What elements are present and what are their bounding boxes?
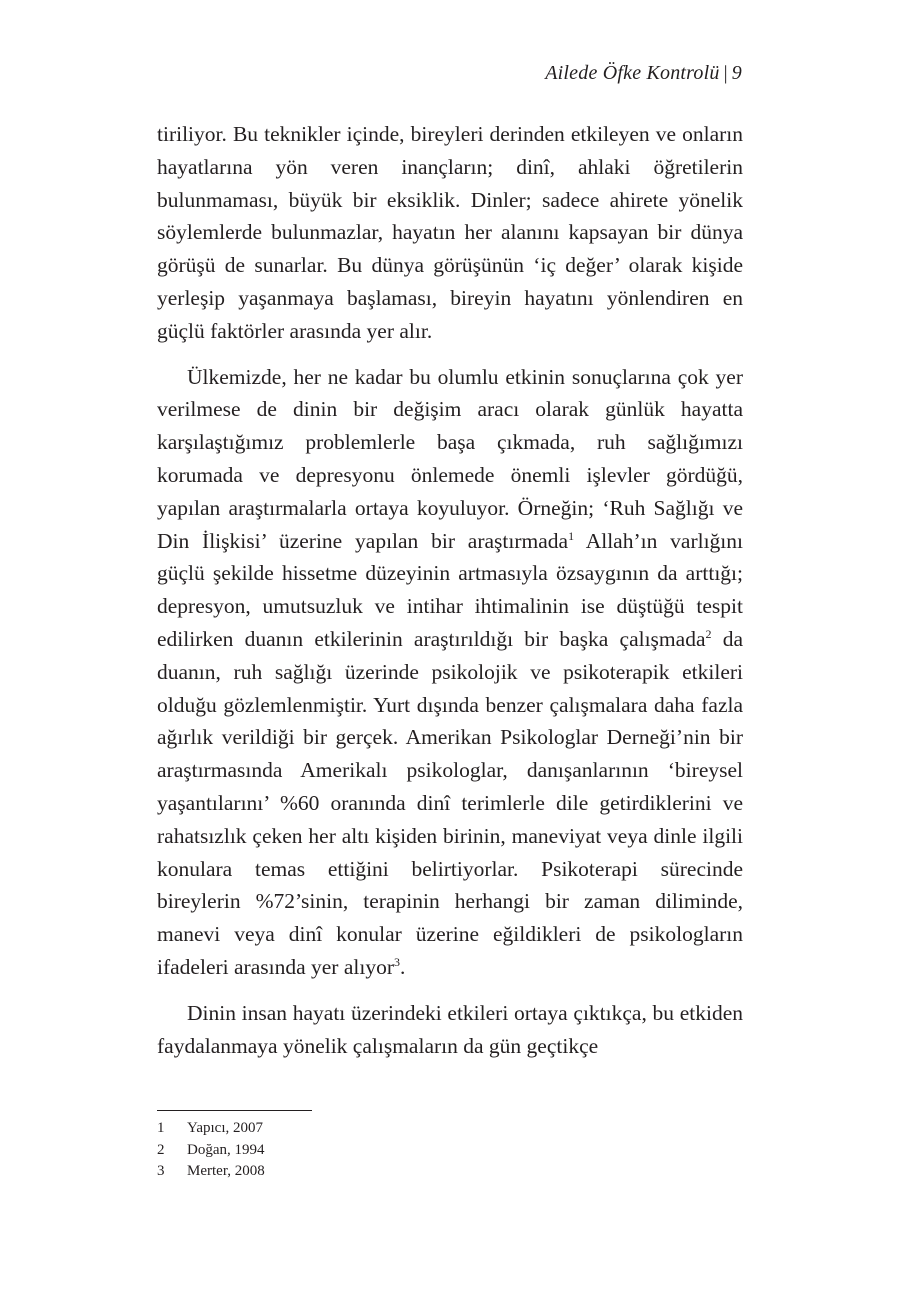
paragraph-2-text-a: Ülkemizde, her ne kadar bu olumlu etkinin sonuçlarına çok yer verilmese de dinin bir değişim aracı olarak günlük hayatta karşılaştığımız problemlerle başa çıkmada, ruh sağlığımızı korumada ve depresyonu önlemede önemli işlevler gördüğü, yapılan araştırmalarla ortaya koyuluyor. Örneğin; ‘Ruh Sağlığı ve Din İlişkisi’ üzerine yapılan bir araştırmada: [157, 364, 743, 553]
paragraph-2: [157, 361, 743, 984]
footnote-3: [157, 1161, 557, 1183]
footnote-2: [157, 1140, 557, 1162]
paragraph-1: tiriliyor. Bu teknikler içinde, bireyleri derinden etkileyen ve onların hayatlarına yön veren inançların; dinî, ahlaki öğretilerin bulunmaması, büyük bir eksiklik. Dinler; sadece ahirete yönelik söylemlerde bulunmazlar, hayatın her alanını kapsayan bir dünya görüşü de sunarlar. Bu dünya görüşünün ‘iç değer’ olarak kişide yerleşip yaşanmaya başlaması, bireyin hayatını yönlendiren en güçlü faktörler arasında yer alır.: [157, 122, 743, 343]
page-number: 9: [731, 62, 742, 84]
paragraph-2-text-c: da duanın, ruh sağlığı üzerinde psikolojik ve psikoterapik etkileri olduğu gözlemlenmiştir. Yurt dışında benzer çalışmalara daha fazla ağırlık verildiği bir gerçek. Amerikan Psikologlar Derneği’nin bir araştırmasında Amerikalı psikologlar, danışanlarının ‘bireysel yaşantılarını’ %60 oranında dinî terimlerle dile getirdiklerini ve rahatsızlık çeken her altı kişiden birinin, maneviyat veya dinle ilgili konulara temas ettiğini belirtiyorlar. Psikoterapi sürecinde bireylerin %72’sinin, terapinin herhangi bir zaman diliminde, manevi veya dinî konular üzerine eğildikleri de psikologların ifadeleri arasında yer alıyor: [157, 626, 744, 979]
footnote-text: Merter, 2008: [187, 1163, 265, 1179]
footnote-text: Yapıcı, 2007: [187, 1120, 263, 1136]
running-header: [545, 62, 742, 85]
body-text: [157, 118, 743, 1062]
footnote-ref-2: 2: [705, 626, 712, 641]
footnote-divider: [157, 1110, 312, 1111]
footnotes: [157, 1118, 557, 1183]
footnote-number: 2: [157, 1141, 165, 1158]
footnote-text: Doğan, 1994: [187, 1141, 265, 1158]
paragraph-2-end: .: [399, 954, 406, 979]
footnote-number: 3: [157, 1163, 165, 1179]
book-title: Ailede Öfke Kontrolü: [545, 62, 720, 84]
footnote-number: 1: [157, 1120, 165, 1136]
footnote-ref-1: 1: [568, 528, 575, 543]
footnote-1: [157, 1118, 557, 1140]
paragraph-3: Dinin insan hayatı üzerindeki etkileri ortaya çıktıkça, bu etkiden faydalanmaya yönelik çalışmaların da gün geçtikçe: [157, 1000, 743, 1058]
header-separator: |: [723, 62, 728, 84]
footnote-ref-3: 3: [393, 954, 400, 969]
paragraph-2-text-b: Allah’ın varlığını güçlü şekilde hissetme düzeyinin artmasıyla özsaygının da arttığı; depresyon, umutsuzluk ve intihar ihtimalinin ise düştüğü tespit edilirken duanın etkilerinin araştırıldığı bir başka çalışmada: [157, 528, 743, 651]
